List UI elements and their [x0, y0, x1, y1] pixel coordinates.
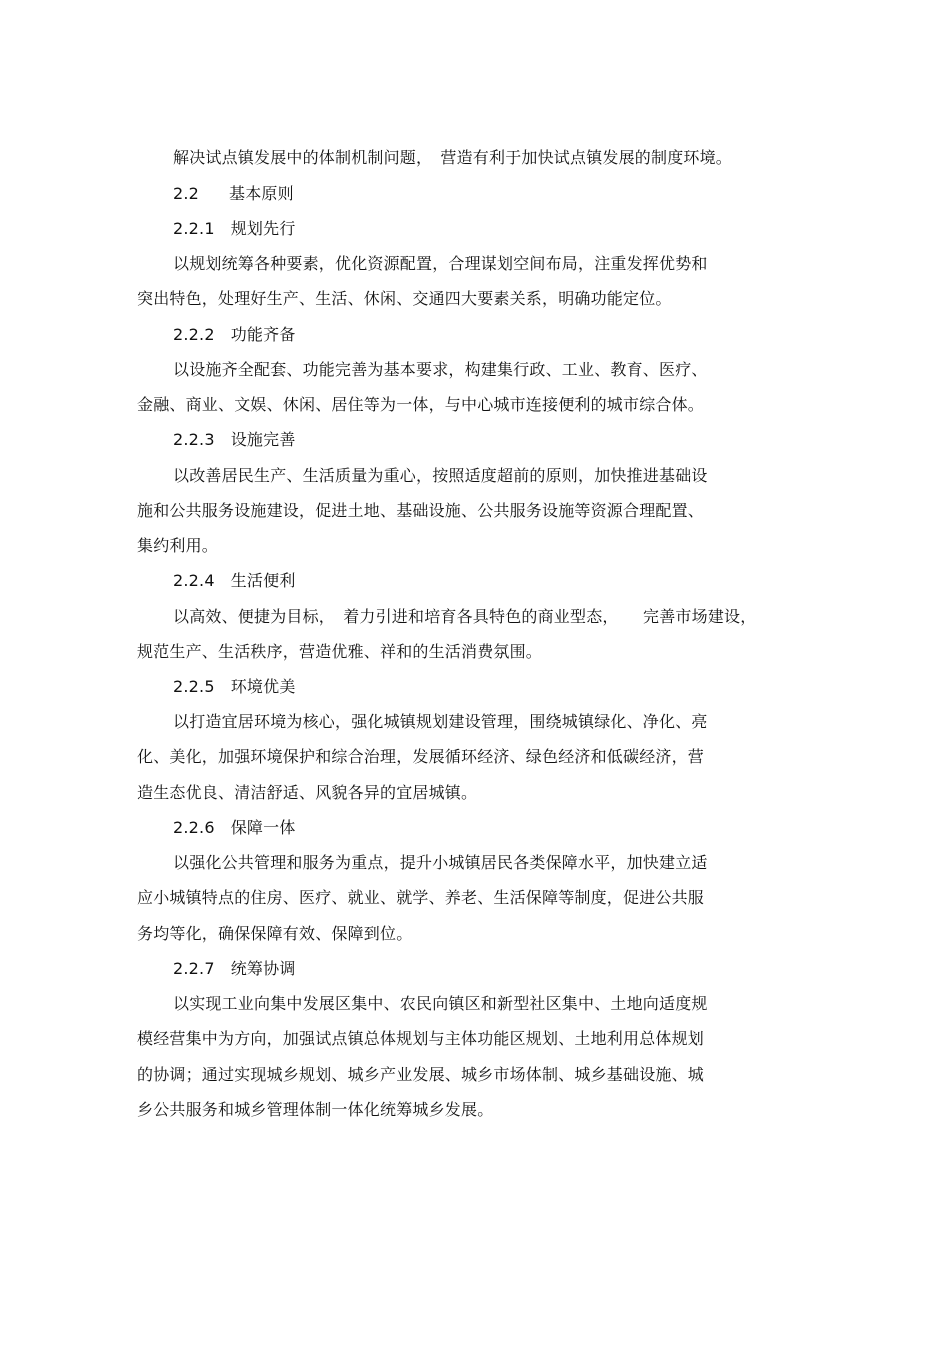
section-number: 2.2.5 [173, 677, 215, 696]
paragraph-line: 以实现工业向集中发展区集中、农民向镇区和新型社区集中、土地向适度规 [173, 994, 708, 1013]
section-number: 2.2.2 [173, 325, 215, 344]
paragraph-line: 以强化公共管理和服务为重点，提升小城镇居民各类保障水平，加快建立适 [173, 853, 708, 872]
section-number: 2.2.7 [173, 959, 215, 978]
section-number: 2.2.4 [173, 571, 215, 590]
section-heading-2-2-7 [173, 959, 833, 981]
section-title: 生活便利 [230, 571, 296, 590]
section-heading-2-2-3 [173, 430, 833, 452]
paragraph-line: 规范生产、生活秩序，营造优雅、祥和的生活消费氛围。 [137, 642, 543, 661]
paragraph-line: 施和公共服务设施建设，促进土地、基础设施、公共服务设施等资源合理配置、 [137, 501, 705, 520]
section-title: 基本原则 [229, 184, 294, 203]
section-heading-2-2-2 [173, 325, 833, 347]
paragraph-line: 集约利用。 [137, 536, 219, 555]
paragraph-line: 以设施齐全配套、功能完善为基本要求，构建集行政、工业、教育、医疗、 [173, 360, 708, 379]
paragraph-line: 化、美化，加强环境保护和综合治理，发展循环经济、绿色经济和低碳经济，营 [137, 747, 705, 766]
section-title: 保障一体 [230, 818, 296, 837]
section-title: 功能齐备 [230, 325, 296, 344]
section-heading-2-2-1 [173, 219, 833, 241]
paragraph-line: 金融、商业、文娱、休闲、居住等为一体，与中心城市连接便利的城市综合体。 [137, 395, 705, 414]
section-title: 规划先行 [230, 219, 296, 238]
section-number: 2.2.3 [173, 430, 215, 449]
section-heading-2-2 [173, 184, 833, 206]
paragraph-line: 以高效、便捷为目标， 着力引进和培育各具特色的商业型态， 完善市场建设， [173, 607, 757, 626]
paragraph-line: 造生态优良、清洁舒适、风貌各异的宜居城镇。 [137, 783, 478, 802]
section-title: 环境优美 [230, 677, 296, 696]
paragraph-line: 乡公共服务和城乡管理体制一体化统筹城乡发展。 [137, 1100, 494, 1119]
section-number: 2.2 [173, 184, 200, 203]
paragraph-line: 以改善居民生产、生活质量为重心，按照适度超前的原则，加快推进基础设 [173, 466, 708, 485]
section-number: 2.2.6 [173, 818, 215, 837]
paragraph-line: 务均等化，确保保障有效、保障到位。 [137, 924, 413, 943]
paragraph-line: 以规划统筹各种要素，优化资源配置，合理谋划空间布局，注重发挥优势和 [173, 254, 708, 273]
paragraph-line: 的协调；通过实现城乡规划、城乡产业发展、城乡市场体制、城乡基础设施、城 [137, 1065, 705, 1084]
paragraph-line: 以打造宜居环境为核心，强化城镇规划建设管理，围绕城镇绿化、净化、亮 [173, 712, 708, 731]
section-heading-2-2-4 [173, 571, 833, 593]
section-number: 2.2.1 [173, 219, 215, 238]
section-heading-2-2-6 [173, 818, 833, 840]
paragraph-line: 突出特色，处理好生产、生活、休闲、交通四大要素关系，明确功能定位。 [137, 289, 672, 308]
paragraph-line: 解决试点镇发展中的体制机制问题， 营造有利于加快试点镇发展的制度环境。 [173, 148, 733, 167]
section-title: 统筹协调 [230, 959, 296, 978]
paragraph-line: 模经营集中为方向，加强试点镇总体规划与主体功能区规划、土地利用总体规划 [137, 1029, 705, 1048]
paragraph-line: 应小城镇特点的住房、医疗、就业、就学、养老、生活保障等制度，促进公共服 [137, 888, 705, 907]
section-title: 设施完善 [230, 430, 296, 449]
section-heading-2-2-5 [173, 677, 833, 699]
